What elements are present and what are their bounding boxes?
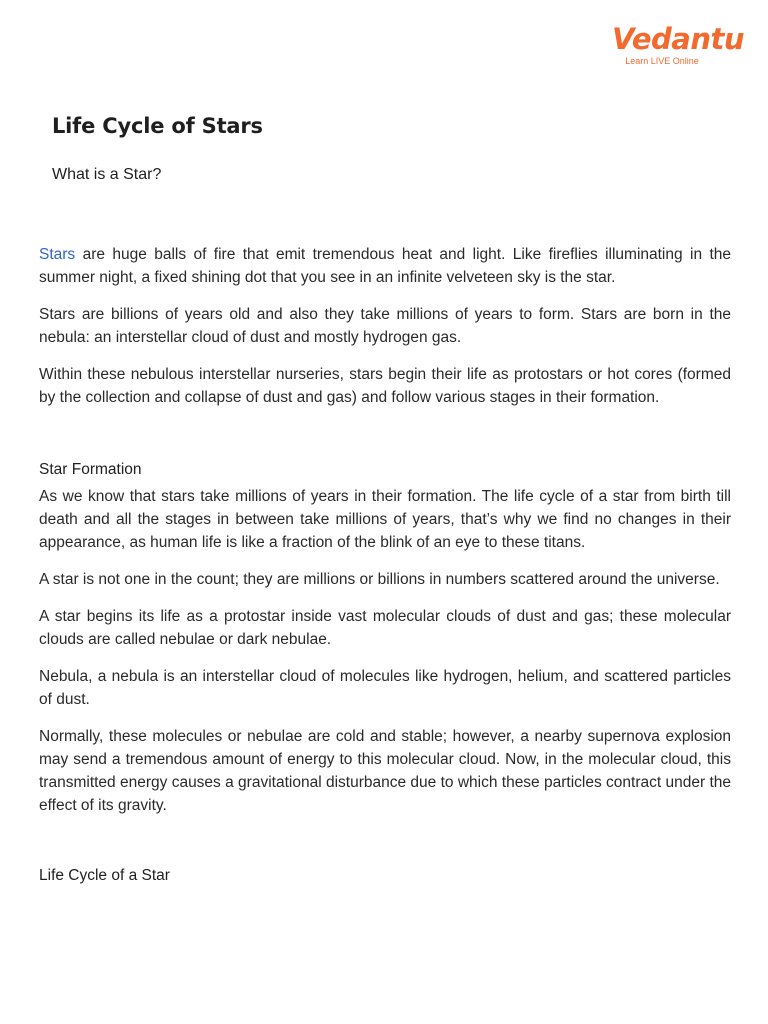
paragraph: A star is not one in the count; they are millions or billions in numbers scattered around the universe. — [39, 571, 720, 588]
section-heading-star-formation: Star Formation — [39, 461, 142, 478]
vedantu-logo[interactable] — [612, 22, 744, 67]
paragraph: Normally, these molecules or nebulae are cold and stable; however, a nearby supernova explosion may send a tremendous amount of energy to this molecular cloud. Now, in the molecular cloud, this transmitted energy causes a gravitational disturbance due to which these particles contract under the effect of its gravity. — [39, 728, 731, 814]
paragraph: Within these nebulous interstellar nurseries, stars begin their life as protostars or hot cores (formed by the collection and collapse of dust and gas) and follow various stages in their formation. — [39, 366, 731, 406]
logo-tagline: Learn LIVE Online — [625, 56, 699, 66]
section-heading-what-is-a-star: What is a Star? — [52, 166, 162, 183]
intro-text: are huge balls of fire that emit tremendous heat and light. Like fireflies illuminating in the summer night, a fixed shining dot that you see in an infinite velveteen sky is the star. — [39, 246, 731, 286]
section-heading-life-cycle: Life Cycle of a Star — [39, 867, 170, 884]
paragraph: Nebula, a nebula is an interstellar cloud of molecules like hydrogen, helium, and scattered particles of dust. — [39, 668, 731, 708]
intro-paragraph — [39, 243, 731, 289]
paragraph: A star begins its life as a protostar inside vast molecular clouds of dust and gas; these molecular clouds are called nebulae or dark nebulae. — [39, 608, 731, 648]
paragraph: As we know that stars take millions of years in their formation. The life cycle of a star from birth till death and all the stages in between take millions of years, that’s why we find no changes in their appearance, as human life is like a fraction of the blink of an eye to these titans. — [39, 488, 731, 551]
logo-wordmark: Vedantu — [612, 22, 744, 56]
page-title: Life Cycle of Stars — [52, 114, 263, 138]
paragraph: Stars are billions of years old and also they take millions of years to form. Stars are born in the nebula: an interstellar cloud of dust and mostly hydrogen gas. — [39, 306, 731, 346]
stars-link[interactable]: Stars — [39, 246, 76, 263]
document-body — [39, 243, 731, 891]
